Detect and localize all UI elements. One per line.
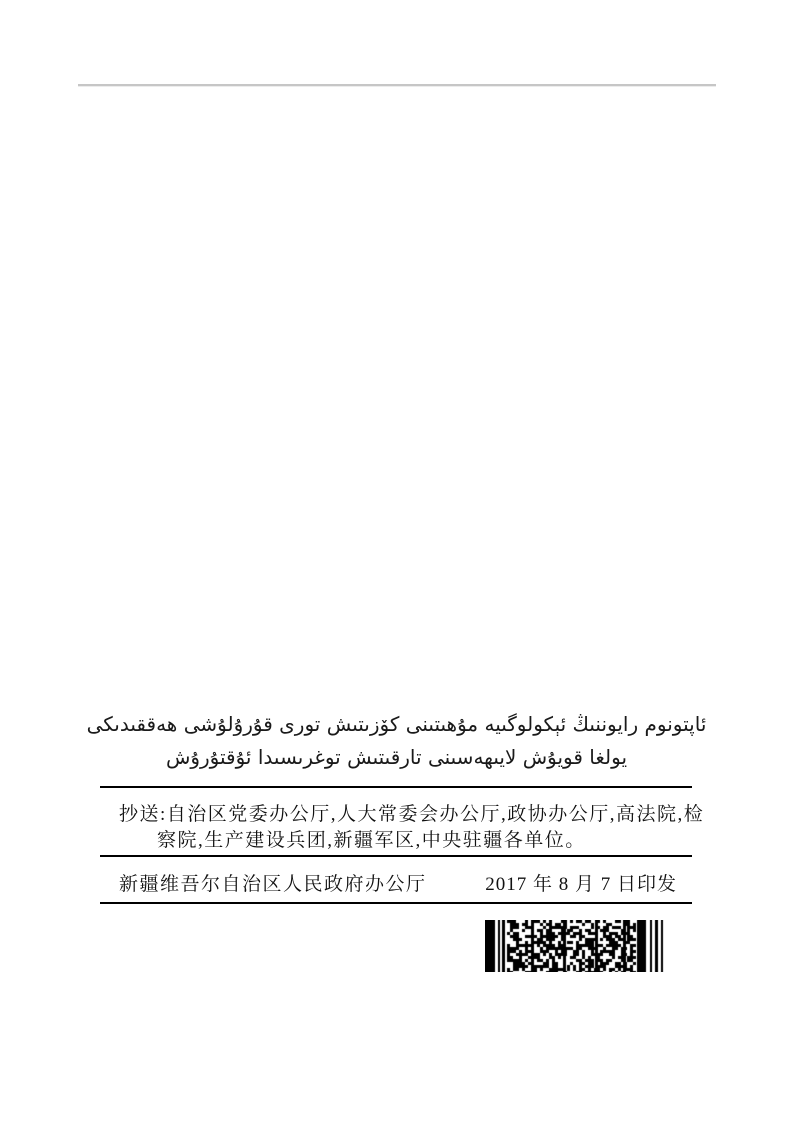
copy-to-line2: 察院,生产建设兵团,新疆军区,中央驻疆各单位。	[157, 830, 586, 851]
barcode	[485, 920, 675, 972]
top-divider	[78, 84, 716, 87]
print-date: 2017 年 8 月 7 日印发	[485, 874, 677, 895]
uyghur-title	[80, 708, 713, 774]
copy-to-line1: 抄送:自治区党委办公厅,人大常委会办公厅,政协办公厅,高法院,检	[119, 804, 705, 825]
rule-below-footer	[100, 902, 692, 904]
uyghur-title-line2: يولغا قويۇش لايىھەسىنى تارقىتىش توغرىسىدا ئۇقتۇرۇش	[165, 745, 628, 769]
rule-above-copy-section	[100, 786, 692, 788]
uyghur-title-line1: ئاپتونوم رايوننىڭ ئېكولوگىيە مۇھىتىنى كۆزىتىش تورى قۇرۇلۇشى ھەققىدىكى	[86, 712, 707, 736]
issuing-office: 新疆维吾尔自治区人民政府办公厅	[119, 874, 427, 895]
rule-above-footer	[100, 855, 692, 857]
